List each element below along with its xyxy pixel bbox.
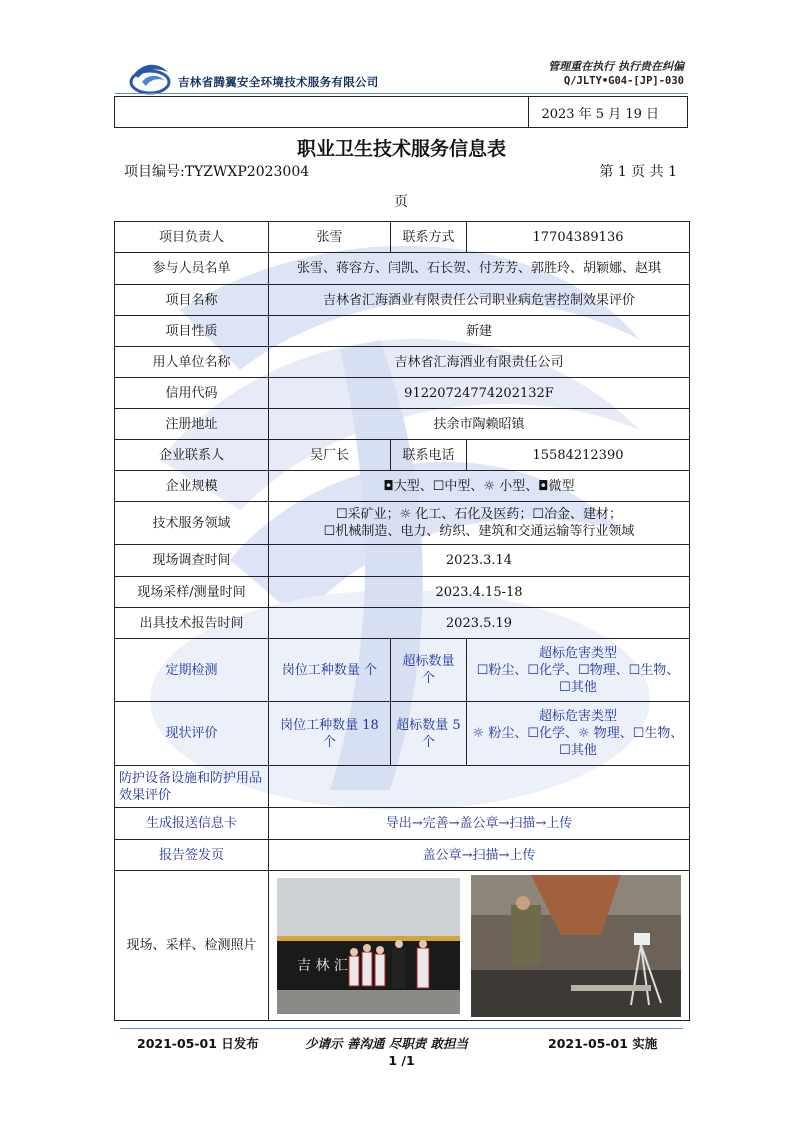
leader-label: 项目负责人 bbox=[115, 222, 269, 253]
table-row bbox=[115, 608, 690, 639]
leader-value: 张雪 bbox=[269, 222, 391, 253]
periodic-exceed: 超标数量 个 bbox=[391, 639, 467, 702]
contact-value: 17704389136 bbox=[467, 222, 690, 253]
status-types-cell bbox=[467, 702, 690, 766]
table-row bbox=[115, 871, 690, 1021]
footer-issued: 2021-05-01 日发布 bbox=[137, 1036, 259, 1051]
project-name-value: 吉林省汇海酒业有限责任公司职业病危害控制效果评价 bbox=[269, 285, 690, 316]
address-value: 扶余市陶赖昭镇 bbox=[269, 409, 690, 440]
employer-label: 用人单位名称 bbox=[115, 347, 269, 378]
table-row bbox=[115, 316, 690, 347]
field-label: 技术服务领域 bbox=[115, 502, 269, 545]
card-label: 生成报送信息卡 bbox=[115, 808, 269, 840]
table-row bbox=[115, 378, 690, 409]
footer-divider bbox=[120, 1028, 683, 1029]
survey-label: 现场调查时间 bbox=[115, 545, 269, 577]
status-exceed: 超标数量 5 个 bbox=[391, 702, 467, 766]
periodic-types-cell bbox=[467, 639, 690, 702]
project-name-label: 项目名称 bbox=[115, 285, 269, 316]
ent-phone-label: 联系电话 bbox=[391, 440, 467, 471]
table-row bbox=[115, 409, 690, 440]
table-row bbox=[115, 639, 690, 702]
table-row bbox=[115, 577, 690, 608]
field-line-2: ☐机械制造、电力、纺织、建筑和交通运输等行业领域 bbox=[323, 524, 635, 539]
project-number: 项目编号:TYZWXP2023004 bbox=[124, 164, 310, 180]
periodic-types: ☐粉尘、☐化学、☐物理、☐生物、☐其他 bbox=[476, 662, 680, 695]
table-row bbox=[115, 347, 690, 378]
report-value: 2023.5.19 bbox=[269, 608, 690, 639]
credit-value: 91220724774202132F bbox=[269, 378, 690, 409]
periodic-positions: 岗位工种数量 个 bbox=[269, 639, 391, 702]
table-row bbox=[115, 285, 690, 316]
wall-sign-text: 吉 林 汇 bbox=[297, 957, 348, 974]
contact-label: 联系方式 bbox=[391, 222, 467, 253]
ent-phone-value: 15584212390 bbox=[467, 440, 690, 471]
field-line-1: ☐采矿业；☼ 化工、石化及医药；☐冶金、建材； bbox=[335, 507, 623, 522]
ppe-label: 防护设备设施和防护用品效果评价 bbox=[115, 766, 269, 808]
header-motto: 管理重在执行 执行贵在纠偏 bbox=[548, 60, 684, 73]
table-row bbox=[115, 545, 690, 577]
document-date: 2023 年 5 月 19 日 bbox=[541, 107, 659, 122]
ppe-value bbox=[269, 766, 690, 808]
table-row bbox=[115, 253, 690, 285]
document-header bbox=[0, 0, 803, 96]
issue-label: 报告签发页 bbox=[115, 840, 269, 871]
status-label: 现状评价 bbox=[115, 702, 269, 766]
table-row bbox=[115, 702, 690, 766]
ent-contact-value: 吴厂长 bbox=[269, 440, 391, 471]
address-label: 注册地址 bbox=[115, 409, 269, 440]
page-title: 职业卫生技术服务信息表 bbox=[296, 138, 506, 160]
table-row bbox=[115, 440, 690, 471]
scale-value: ◘大型、☐中型、☼ 小型、◘微型 bbox=[269, 471, 690, 502]
status-positions: 岗位工种数量 18 个 bbox=[269, 702, 391, 766]
photos-label: 现场、采样、检测照片 bbox=[115, 871, 269, 1021]
issue-flow: 盖公章→扫描→上传 bbox=[269, 840, 690, 871]
photos-cell bbox=[269, 871, 690, 1021]
table-row bbox=[115, 471, 690, 502]
site-survey-photo bbox=[277, 878, 460, 1014]
company-name: 吉林省腾翼安全环境技术服务有限公司 bbox=[178, 75, 379, 89]
footer-slogan: 少请示 善沟通 尽职责 敢担当 bbox=[305, 1036, 469, 1051]
footer-page-number: 1 /1 bbox=[388, 1053, 415, 1068]
footer-effective: 2021-05-01 实施 bbox=[548, 1036, 658, 1051]
members-value: 张雪、蒋容方、闫凯、石长贺、付芳芳、郭胜玲、胡颖娜、赵琪 bbox=[269, 253, 690, 285]
field-value bbox=[269, 502, 690, 545]
document-number: Q/JLTY•G04-[JP]-030 bbox=[563, 75, 684, 87]
scale-label: 企业规模 bbox=[115, 471, 269, 502]
status-types-title: 超标危害类型 bbox=[538, 709, 617, 724]
members-label: 参与人员名单 bbox=[115, 253, 269, 285]
nature-value: 新建 bbox=[269, 316, 690, 347]
ent-contact-label: 企业联系人 bbox=[115, 440, 269, 471]
table-row bbox=[115, 840, 690, 871]
date-box bbox=[114, 96, 688, 128]
date-box-blank-cell bbox=[115, 97, 529, 127]
report-label: 出具技术报告时间 bbox=[115, 608, 269, 639]
page-info: 第 1 页 共 1 bbox=[599, 164, 677, 180]
periodic-types-title: 超标危害类型 bbox=[538, 645, 617, 661]
table-row bbox=[115, 808, 690, 840]
table-row bbox=[115, 766, 690, 808]
header-divider bbox=[115, 93, 688, 94]
survey-value: 2023.3.14 bbox=[269, 545, 690, 577]
sampling-label: 现场采样/测量时间 bbox=[115, 577, 269, 608]
periodic-label: 定期检测 bbox=[115, 639, 269, 702]
status-types: ☼ 粉尘、☐化学、☼ 物理、☐生物、☐其他 bbox=[472, 726, 684, 758]
nature-label: 项目性质 bbox=[115, 316, 269, 347]
company-logo-icon bbox=[128, 60, 172, 96]
sampling-value: 2023.4.15-18 bbox=[269, 577, 690, 608]
card-flow: 导出→完善→盖公章→扫描→上传 bbox=[269, 808, 690, 840]
page-info-continued: 页 bbox=[394, 194, 408, 210]
employer-value: 吉林省汇海酒业有限责任公司 bbox=[269, 347, 690, 378]
credit-label: 信用代码 bbox=[115, 378, 269, 409]
sampling-photo bbox=[471, 875, 681, 1017]
info-table bbox=[114, 221, 690, 1021]
table-row bbox=[115, 502, 690, 545]
table-row bbox=[115, 222, 690, 253]
